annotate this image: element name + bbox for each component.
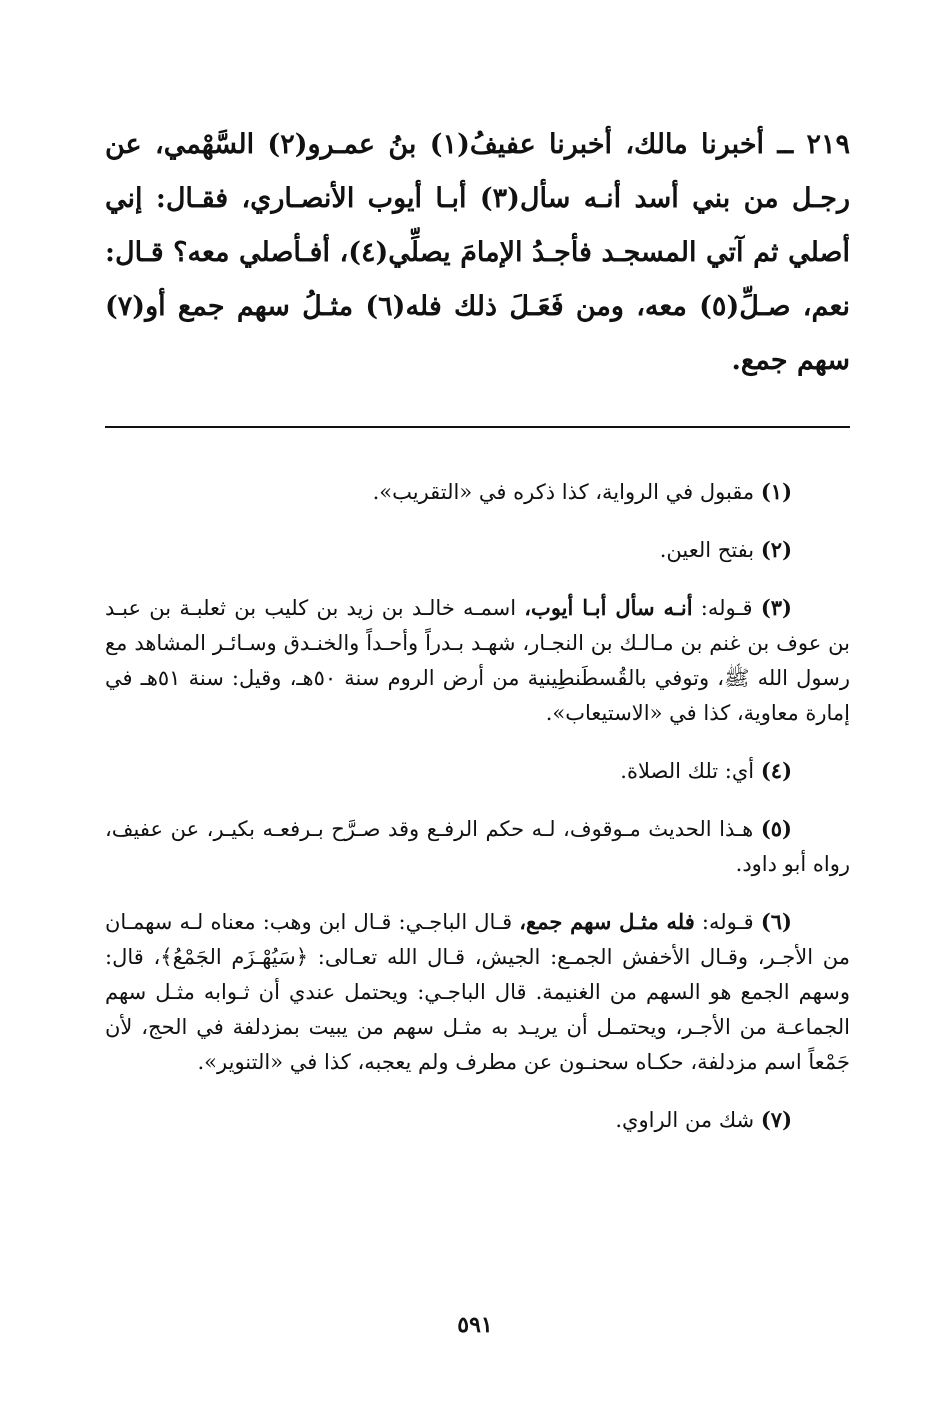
footnote-text: قـال الباجـي: قـال ابن وهب: معناه لـه سهمـان من الأجـر، وقـال الأخفش الجمـع: الجيش، قـال الله تعـالى: ﴿سَيُهْـزَم الجَمْعُ﴾، قال: وسهم الجمع هو السهم من الغنيمة. قال الباجـي: ويحتمل عندي أن ثـوابه مثـل سهم الجماعـة من الأجـر، ويحتمـل أن يريـد به مثـل سهم من يبيت بمزدلفة في الحج، لأن جَمْعاً اسم مزدلفة، حكـاه سحنـون عن مطرف ولم يعجبه، كذا في «التنوير». [105,910,850,1074]
footnote-3 [105,590,850,731]
footnote-number: (٧) [760,1107,792,1132]
footnote-text: أي: تلك الصلاة. [620,759,755,783]
footnote-divider [105,426,850,428]
footnote-5 [105,811,850,882]
footnote-2 [105,532,850,568]
footnote-number: (٣) [760,595,792,620]
footnote-4 [105,753,850,789]
footnote-7 [105,1102,850,1138]
footnote-quoted-phrase: أنـه سأل أبـا أيوب، [524,595,693,620]
footnote-lead: قـوله: [700,596,753,620]
footnote-1 [105,474,850,510]
footnote-6 [105,904,850,1080]
footnote-text: اسمـه خالـد بن زيد بن كليب بن ثعلبـة بن عبـد بن عوف بن غنم بن مـالـك بن النجـار، شهـد بـدراً وأحـداً والخنـدق وسـائـر المشاهد مع رسول الله ﷺ، وتوفي بالقُسطَنطِينية من أرض الروم سنة ٥٠هـ، وقيل: سنة ٥١هـ في إمارة معاوية، كذا في «الاستيعاب». [105,596,850,725]
footnotes [105,474,850,1160]
footnote-number: (٥) [760,816,792,841]
footnote-number: (٢) [760,537,792,562]
footnote-text: مقبول في الرواية، كذا ذكره في «التقريب». [372,480,755,504]
footnote-quoted-phrase: فله مثـل سهم جمع، [519,909,695,934]
page-number: ٥٩١ [457,1312,493,1338]
footnote-lead: قـوله: [701,910,754,934]
footnote-text: هـذا الحديث مـوقوف، لـه حكم الرفـع وقد صـرَّح بـرفعـه بكيـر، عن عفيف، رواه أبو داود. [105,817,850,876]
footnote-number: (١) [760,479,792,504]
hadith-text: ٢١٩ ــ أخبرنا مالك، أخبرنا عفيفُ(١) بنُ عمـرو(٢) السَّهْمي، عن رجـل من بني أسد أنـه سأل(٣) أبـا أيوب الأنصـاري، فقـال: إني أصلي ثم آتي المسجـد فأجـدُ الإمامَ يصلِّي(٤)، أفـأصلي معه؟ قـال: نعم، صـلِّ(٥) معه، ومن فَعَـلَ ذلك فله(٦) مثـلُ سهم جمع أو(٧) سهم جمع. [105,129,851,376]
footnote-text: شك من الراوي. [615,1108,755,1132]
hadith-block [105,118,850,388]
footnote-number: (٤) [760,758,792,783]
footnote-text: بفتح العين. [659,538,755,562]
footnote-number: (٦) [760,909,792,934]
